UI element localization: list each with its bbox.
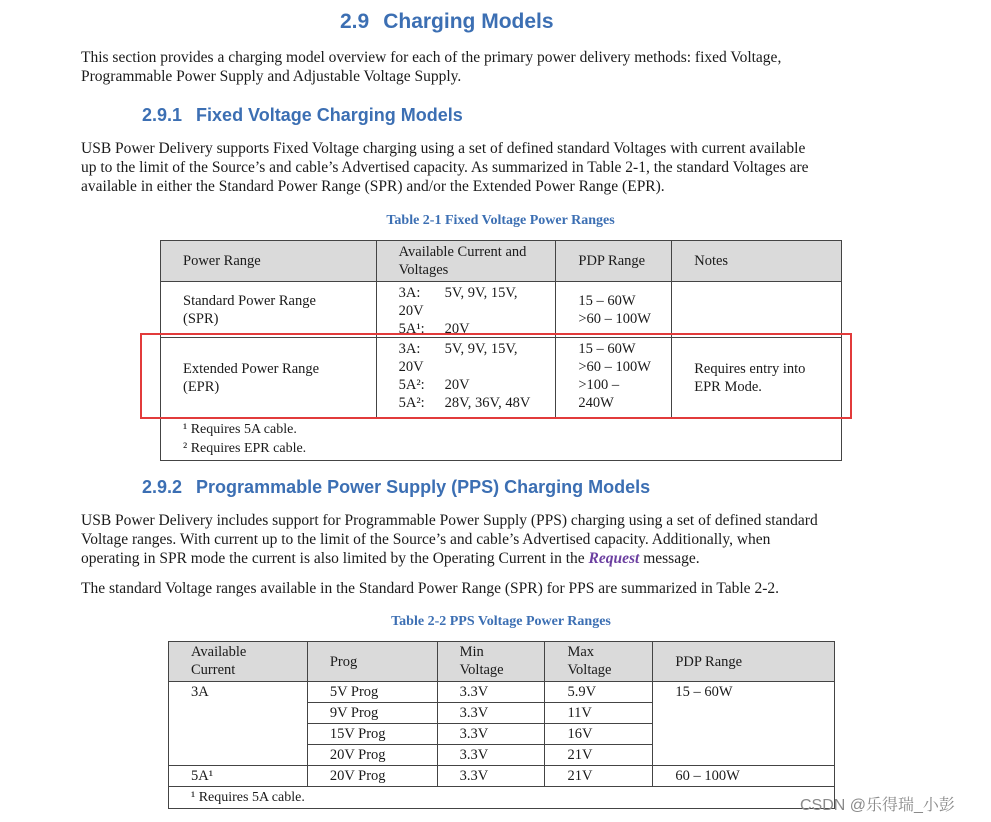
current-label: 3A: [398, 285, 421, 301]
pps-summary-paragraph: The standard Voltage ranges available in the Standard Power Range (SPR) for PPS are summarized in Table 2-2. [81, 580, 779, 597]
table-footnotes-row [161, 418, 842, 461]
subsection-title: Programmable Power Supply (PPS) Charging Models [196, 477, 651, 497]
cell-max: 16V [545, 724, 653, 745]
header-line: Current [191, 662, 236, 678]
epr-highlight-box [140, 333, 852, 419]
cell-max: 5.9V [545, 682, 653, 703]
pdp-value: >60 – 100W [578, 310, 651, 327]
header-notes: Notes [672, 241, 842, 282]
header-pdp-range: PDP Range [653, 642, 835, 682]
header-available-current: Available Current and Voltages [376, 241, 556, 282]
footnote: ² Requires EPR cable. [183, 441, 307, 456]
intro-line: Programmable Power Supply and Adjustable Voltage Supply. [81, 68, 462, 85]
range-abbrev: (EPR) [183, 378, 220, 395]
table-header-row [169, 642, 835, 682]
current-continued: 20V [398, 359, 424, 375]
cell-min: 3.3V [437, 745, 545, 766]
table-row [169, 766, 835, 787]
current-value: 5V, 9V, 15V, [444, 341, 518, 357]
table-footnotes [161, 418, 842, 461]
pdp-value: 240W [578, 395, 614, 411]
intro-line: This section provides a charging model overview for each of the primary power delivery methods: fixed Voltage, [81, 49, 782, 66]
cell-notes-spr [672, 282, 842, 338]
cell-prog: 20V Prog [307, 766, 437, 787]
watermark: CSDN @乐得瑞_小彭 [800, 797, 955, 814]
pdp-value: 15 – 60W [578, 341, 636, 357]
header-min-voltage [437, 642, 545, 682]
paragraph-line: USB Power Delivery supports Fixed Voltage charging using a set of defined standard Voltages with current available [81, 140, 806, 157]
paragraph-line: Voltage ranges. With current up to the limit of the Source’s and cable’s Advertised capacity. Additionally, when [81, 531, 771, 548]
paragraph-line [81, 549, 818, 568]
header-line: Voltage [567, 662, 612, 678]
range-name: Standard Power Range [183, 292, 316, 309]
request-keyword: Request [588, 550, 640, 567]
current-value: 20V [444, 377, 470, 393]
note-line: Requires entry into [694, 360, 806, 377]
cell-min: 3.3V [437, 766, 545, 787]
header-line: Available [191, 644, 247, 660]
table1-caption: Table 2-1 Fixed Voltage Power Ranges [386, 213, 615, 228]
table2-caption: Table 2-2 PPS Voltage Power Ranges [391, 614, 611, 629]
cell-max: 21V [545, 745, 653, 766]
cell-min: 3.3V [437, 703, 545, 724]
header-line: Voltage [459, 662, 504, 678]
subsection-heading-pps [142, 477, 650, 498]
table-footnotes-row [169, 787, 835, 809]
paragraph-line: available in either the Standard Power Range (SPR) and/or the Extended Power Range (EPR). [81, 178, 665, 195]
pdp-value: 15 – 60W [578, 292, 636, 309]
current-label: 3A: [398, 341, 421, 357]
section-number: 2.9 [340, 10, 370, 33]
header-line: Min [459, 644, 484, 660]
table-footnote: ¹ Requires 5A cable. [169, 787, 835, 809]
current-label: 5A²: [398, 377, 425, 393]
current-value: 28V, 36V, 48V [444, 395, 531, 411]
range-abbrev: (SPR) [183, 310, 219, 327]
footnote: ¹ Requires 5A cable. [183, 422, 297, 437]
cell-pdp-3a: 15 – 60W [653, 682, 835, 766]
pps-paragraph [81, 511, 818, 568]
cell-max: 11V [545, 703, 653, 724]
pps-table [168, 641, 835, 809]
cell-current-spr [376, 282, 556, 338]
paragraph-line: USB Power Delivery includes support for Programmable Power Supply (PPS) charging using a set of defined standard [81, 512, 818, 529]
cell-current-5a: 5A¹ [169, 766, 308, 787]
table-row [169, 682, 835, 703]
current-label: 5A¹: [398, 321, 425, 335]
pdp-value: >60 – 100W [578, 359, 651, 375]
header-max-voltage [545, 642, 653, 682]
cell-prog: 20V Prog [307, 745, 437, 766]
cell-prog: 9V Prog [307, 703, 437, 724]
subsection-title: Fixed Voltage Charging Models [196, 105, 463, 125]
cell-min: 3.3V [437, 724, 545, 745]
header-prog: Prog [307, 642, 437, 682]
cell-pdp-5a: 60 – 100W [653, 766, 835, 787]
header-power-range: Power Range [161, 241, 377, 282]
cell-prog: 5V Prog [307, 682, 437, 703]
current-line [399, 284, 548, 302]
range-name: Extended Power Range [183, 360, 320, 377]
note-line: EPR Mode. [694, 378, 762, 395]
cell-min: 3.3V [437, 682, 545, 703]
cell-max: 21V [545, 766, 653, 787]
pdp-value: >100 – [578, 377, 620, 393]
subsection-heading-fixed [142, 105, 463, 126]
subsection-number: 2.9.1 [142, 105, 183, 125]
header-pdp-range: PDP Range [556, 241, 672, 282]
section-title: Charging Models [383, 10, 554, 33]
fixed-voltage-paragraph [81, 139, 809, 196]
paragraph-text: message. [639, 550, 700, 567]
cell-current-3a: 3A [169, 682, 308, 766]
table-header-row [161, 241, 842, 282]
cell-range-spr [161, 282, 377, 338]
cell-prog: 15V Prog [307, 724, 437, 745]
current-value: 20V [444, 321, 470, 335]
current-label: 5A²: [398, 395, 425, 411]
current-value: 5V, 9V, 15V, [444, 285, 518, 301]
section-heading [340, 10, 554, 34]
table-row-spr [161, 282, 842, 338]
paragraph-text: operating in SPR mode the current is also limited by the Operating Current in the [81, 550, 589, 567]
section-intro [81, 48, 781, 86]
cell-pdp-spr [556, 282, 672, 338]
header-line: Max [567, 644, 595, 660]
subsection-number: 2.9.2 [142, 477, 183, 497]
header-available-current [169, 642, 308, 682]
current-continued: 20V [398, 303, 424, 319]
paragraph-line: up to the limit of the Source’s and cable’s Advertised capacity. As summarized in Table 2-1, the standard Voltages are [81, 159, 809, 176]
